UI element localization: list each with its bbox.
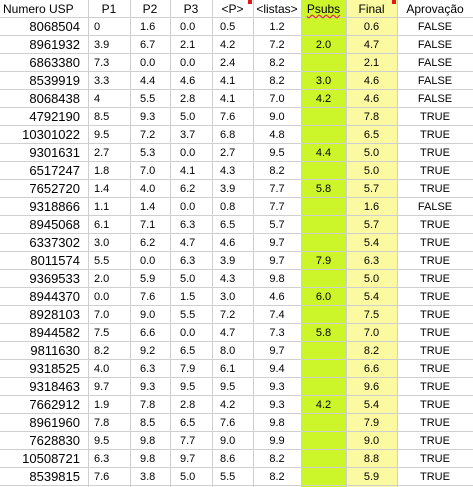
cell-p1[interactable]: 6.1 — [94, 219, 110, 231]
cell-psubs[interactable]: 6.0 — [315, 291, 332, 303]
cell-aprovacao[interactable]: TRUE — [420, 453, 450, 465]
cell-psubs[interactable] — [301, 108, 346, 126]
cell-p[interactable]: 2.7 — [220, 147, 236, 159]
cell-p2[interactable]: 7.1 — [140, 219, 156, 231]
cell-psubs[interactable]: 5.8 — [315, 183, 332, 195]
cell-p2[interactable]: 1.4 — [140, 201, 156, 213]
table-row — [0, 198, 473, 216]
cell-p2[interactable]: 9.2 — [140, 345, 156, 357]
cell-p2[interactable]: 9.8 — [140, 453, 156, 465]
table-row — [0, 288, 473, 306]
cell-psubs[interactable] — [301, 468, 346, 486]
cell-listas[interactable]: 9.5 — [269, 147, 285, 159]
cell-listas[interactable]: 9.3 — [269, 399, 285, 411]
cell-psubs[interactable]: 3.0 — [315, 75, 332, 87]
cell-p1[interactable]: 8.2 — [94, 345, 110, 357]
cell-listas[interactable]: 5.7 — [269, 219, 285, 231]
cell-p3[interactable]: 0.0 — [180, 57, 196, 69]
cell-p3[interactable]: 6.3 — [180, 255, 196, 267]
cell-p[interactable]: 4.1 — [220, 93, 236, 105]
cell-final[interactable]: 8.8 — [363, 453, 380, 465]
cell-final[interactable]: 2.1 — [363, 57, 380, 69]
cell-p2[interactable]: 7.2 — [140, 129, 156, 141]
cell-p3[interactable]: 6.3 — [180, 219, 196, 231]
cell-psubs[interactable] — [301, 270, 346, 288]
cell-aprovacao[interactable]: FALSE — [417, 201, 453, 213]
table-row — [0, 234, 473, 252]
cell-listas[interactable]: 7.2 — [269, 39, 285, 51]
table-row — [0, 324, 473, 342]
cell-listas[interactable]: 9.7 — [269, 345, 285, 357]
cell-psubs[interactable] — [301, 126, 346, 144]
cell-aprovacao[interactable]: TRUE — [420, 399, 450, 411]
cell-p3[interactable]: 9.7 — [180, 453, 196, 465]
cell-numero-usp[interactable]: 9318866 — [29, 199, 80, 214]
cell-aprovacao[interactable]: TRUE — [420, 417, 450, 429]
cell-p1[interactable]: 3.0 — [94, 237, 110, 249]
cell-listas[interactable]: 9.9 — [269, 435, 285, 447]
cell-final[interactable]: 5.4 — [363, 291, 380, 303]
cell-psubs[interactable] — [301, 306, 346, 324]
header-aprovacao[interactable]: Aprovação — [406, 2, 464, 16]
table-row — [0, 90, 473, 108]
cell-p1[interactable]: 0 — [94, 21, 101, 33]
header-numero-usp[interactable]: Numero USP — [3, 2, 74, 16]
cell-p[interactable]: 7.2 — [220, 309, 236, 321]
cell-final[interactable]: 4.6 — [363, 93, 380, 105]
cell-p3[interactable]: 5.0 — [180, 273, 196, 285]
cell-p[interactable]: 4.7 — [220, 327, 236, 339]
table-row — [0, 36, 473, 54]
cell-aprovacao[interactable]: TRUE — [420, 255, 450, 267]
cell-numero-usp[interactable]: 9318463 — [29, 379, 80, 394]
cell-listas[interactable]: 4.8 — [269, 129, 285, 141]
cell-listas[interactable]: 7.0 — [269, 93, 285, 105]
cell-p[interactable]: 7.6 — [220, 417, 236, 429]
cell-final[interactable]: 6.6 — [363, 363, 380, 375]
cell-p2[interactable]: 4.4 — [140, 75, 156, 87]
cell-p[interactable]: 9.5 — [220, 381, 236, 393]
cell-p2[interactable]: 7.6 — [140, 291, 156, 303]
cell-listas[interactable]: 9.4 — [269, 363, 285, 375]
cell-numero-usp[interactable]: 8944582 — [29, 325, 80, 340]
cell-numero-usp[interactable]: 7662912 — [29, 397, 80, 412]
cell-p1[interactable]: 7.0 — [94, 309, 110, 321]
cell-p2[interactable]: 9.8 — [140, 435, 156, 447]
cell-p3[interactable]: 5.5 — [180, 309, 196, 321]
cell-p3[interactable]: 1.5 — [180, 291, 196, 303]
cell-final[interactable]: 7.8 — [363, 111, 380, 123]
cell-p3[interactable]: 5.0 — [180, 471, 196, 483]
cell-p[interactable]: 4.3 — [220, 273, 236, 285]
cell-psubs[interactable] — [301, 450, 346, 468]
cell-psubs[interactable] — [301, 432, 346, 450]
cell-p1[interactable]: 9.7 — [94, 381, 110, 393]
cell-listas[interactable]: 9.8 — [269, 273, 285, 285]
cell-p2[interactable]: 4.0 — [140, 183, 156, 195]
header-p2[interactable]: P2 — [142, 2, 158, 16]
cell-final[interactable]: 4.6 — [363, 75, 380, 87]
cell-p3[interactable]: 0.0 — [180, 327, 196, 339]
cell-p3[interactable]: 4.1 — [180, 165, 196, 177]
cell-aprovacao[interactable]: TRUE — [420, 381, 450, 393]
cell-p[interactable]: 4.3 — [220, 165, 236, 177]
header-row — [0, 0, 473, 18]
cell-listas[interactable]: 7.3 — [269, 327, 285, 339]
cell-aprovacao[interactable]: TRUE — [420, 291, 450, 303]
cell-listas[interactable]: 8.2 — [269, 57, 285, 69]
cell-aprovacao[interactable]: TRUE — [420, 147, 450, 159]
cell-final[interactable]: 8.2 — [363, 345, 380, 357]
cell-p3[interactable]: 0.0 — [180, 201, 196, 213]
table-row — [0, 432, 473, 450]
cell-p2[interactable]: 7.0 — [140, 165, 156, 177]
table-row — [0, 18, 473, 36]
cell-p2[interactable]: 3.8 — [140, 471, 156, 483]
cell-p1[interactable]: 1.8 — [94, 165, 110, 177]
cell-final[interactable]: 7.5 — [363, 309, 380, 321]
cell-p[interactable]: 7.6 — [220, 111, 236, 123]
cell-p2[interactable]: 5.5 — [140, 93, 156, 105]
cell-p3[interactable]: 4.7 — [180, 237, 196, 249]
cell-aprovacao[interactable]: TRUE — [420, 363, 450, 375]
cell-aprovacao[interactable]: TRUE — [420, 237, 450, 249]
cell-p[interactable]: 4.2 — [220, 39, 236, 51]
cell-p2[interactable]: 6.3 — [140, 363, 156, 375]
cell-p[interactable]: 9.0 — [220, 435, 236, 447]
cell-listas[interactable]: 9.7 — [269, 255, 285, 267]
cell-final[interactable]: 5.0 — [363, 165, 380, 177]
table-row — [0, 216, 473, 234]
cell-p2[interactable]: 0.0 — [140, 255, 156, 267]
cell-numero-usp[interactable]: 8539815 — [29, 469, 80, 484]
cell-aprovacao[interactable]: TRUE — [420, 345, 450, 357]
cell-p2[interactable]: 5.9 — [140, 273, 156, 285]
cell-numero-usp[interactable]: 8068504 — [29, 19, 80, 34]
cell-p3[interactable]: 0.0 — [180, 21, 196, 33]
cell-numero-usp[interactable]: 8011574 — [30, 253, 80, 268]
cell-p1[interactable]: 7.8 — [94, 417, 110, 429]
cell-aprovacao[interactable]: TRUE — [420, 111, 450, 123]
cell-p1[interactable]: 7.6 — [94, 471, 110, 483]
table-row — [0, 162, 473, 180]
cell-p[interactable]: 0.5 — [220, 21, 236, 33]
cell-p2[interactable]: 6.6 — [140, 327, 156, 339]
cell-listas[interactable]: 8.2 — [269, 75, 285, 87]
cell-psubs[interactable]: 4.2 — [315, 399, 332, 411]
cell-p[interactable]: 5.5 — [220, 471, 236, 483]
cell-final[interactable]: 6.5 — [363, 129, 380, 141]
cell-aprovacao[interactable]: TRUE — [420, 471, 450, 483]
cell-psubs[interactable] — [301, 360, 346, 378]
cell-numero-usp[interactable]: 10508721 — [22, 451, 80, 466]
table-row — [0, 180, 473, 198]
cell-p3[interactable]: 2.8 — [180, 399, 196, 411]
cell-final[interactable]: 5.4 — [363, 237, 380, 249]
cell-numero-usp[interactable]: 6517247 — [29, 163, 80, 178]
cell-listas[interactable]: 7.7 — [269, 183, 285, 195]
cell-numero-usp[interactable]: 7628830 — [29, 433, 80, 448]
cell-p2[interactable]: 6.7 — [140, 39, 156, 51]
cell-psubs[interactable]: 5.8 — [315, 327, 332, 339]
cell-p1[interactable]: 0.0 — [94, 291, 110, 303]
header-p1[interactable]: P1 — [101, 2, 117, 16]
table-row — [0, 72, 473, 90]
table-row — [0, 270, 473, 288]
cell-listas[interactable]: 8.2 — [269, 453, 285, 465]
table-row — [0, 126, 473, 144]
cell-aprovacao[interactable]: TRUE — [420, 219, 450, 231]
cell-psubs[interactable]: 4.2 — [315, 93, 332, 105]
cell-final[interactable]: 7.0 — [363, 327, 380, 339]
cell-p1[interactable]: 2.0 — [94, 273, 110, 285]
cell-psubs[interactable] — [301, 198, 346, 216]
cell-p[interactable]: 3.9 — [220, 183, 236, 195]
cell-final[interactable]: 0.6 — [363, 21, 380, 33]
cell-p1[interactable]: 1.9 — [94, 399, 110, 411]
cell-numero-usp[interactable]: 10301022 — [22, 127, 80, 142]
cell-psubs[interactable] — [301, 216, 346, 234]
cell-p2[interactable]: 9.0 — [140, 309, 156, 321]
table-row — [0, 108, 473, 126]
cell-numero-usp[interactable]: 8961960 — [29, 415, 80, 430]
cell-aprovacao[interactable]: TRUE — [420, 129, 450, 141]
cell-numero-usp[interactable]: 9301631 — [29, 145, 80, 160]
table-row — [0, 468, 473, 486]
cell-psubs[interactable]: 2.0 — [315, 39, 332, 51]
header-p-average[interactable]: <P> — [221, 2, 244, 16]
cell-listas[interactable]: 1.2 — [269, 21, 285, 33]
cell-p3[interactable]: 9.5 — [180, 381, 196, 393]
cell-p3[interactable]: 0.0 — [180, 147, 196, 159]
cell-p1[interactable]: 3.3 — [94, 75, 110, 87]
cell-p1[interactable]: 6.3 — [94, 453, 110, 465]
cell-final[interactable]: 4.7 — [363, 39, 380, 51]
cell-p1[interactable]: 4 — [94, 93, 101, 105]
cell-p[interactable]: 4.2 — [220, 399, 236, 411]
cell-p[interactable]: 6.1 — [220, 363, 236, 375]
cell-p2[interactable]: 6.2 — [140, 237, 156, 249]
cell-final[interactable]: 5.4 — [363, 399, 380, 411]
cell-p3[interactable]: 5.0 — [180, 111, 196, 123]
cell-p[interactable]: 8.0 — [220, 345, 236, 357]
cell-final[interactable]: 1.6 — [363, 201, 380, 213]
cell-p2[interactable]: 9.3 — [140, 111, 156, 123]
cell-p2[interactable]: 5.3 — [140, 147, 156, 159]
cell-aprovacao[interactable]: FALSE — [417, 39, 453, 51]
cell-p1[interactable]: 5.5 — [94, 255, 110, 267]
cell-psubs[interactable] — [301, 18, 346, 36]
header-listas[interactable]: <listas> — [256, 2, 298, 16]
cell-p[interactable]: 3.9 — [220, 255, 236, 267]
cell-listas[interactable]: 8.2 — [269, 165, 285, 177]
cell-p1[interactable]: 1.4 — [94, 183, 110, 195]
cell-aprovacao[interactable]: FALSE — [417, 75, 453, 87]
cell-listas[interactable]: 9.0 — [269, 111, 285, 123]
cell-p3[interactable]: 6.5 — [180, 417, 196, 429]
cell-p1[interactable]: 9.5 — [94, 435, 110, 447]
cell-psubs[interactable] — [301, 54, 346, 72]
cell-psubs[interactable] — [301, 378, 346, 396]
table-row — [0, 342, 473, 360]
cell-p1[interactable]: 2.7 — [94, 147, 110, 159]
cell-numero-usp[interactable]: 8944370 — [29, 289, 80, 304]
cell-p[interactable]: 2.4 — [220, 57, 236, 69]
cell-numero-usp[interactable]: 4792190 — [29, 109, 80, 124]
cell-p1[interactable]: 7.5 — [94, 327, 110, 339]
cell-numero-usp[interactable]: 6337302 — [29, 235, 80, 250]
cell-numero-usp[interactable]: 9811630 — [30, 343, 80, 358]
cell-listas[interactable]: 4.6 — [269, 291, 285, 303]
table-row — [0, 414, 473, 432]
cell-final[interactable]: 6.3 — [363, 255, 380, 267]
cell-numero-usp[interactable]: 9369533 — [29, 271, 80, 286]
comment-indicator-icon[interactable] — [392, 0, 396, 4]
cell-aprovacao[interactable]: FALSE — [417, 93, 453, 105]
cell-p3[interactable]: 7.7 — [180, 435, 196, 447]
cell-final[interactable]: 9.6 — [363, 381, 380, 393]
cell-aprovacao[interactable]: FALSE — [417, 21, 453, 33]
cell-numero-usp[interactable]: 8068438 — [29, 91, 80, 106]
cell-p1[interactable]: 7.3 — [94, 57, 110, 69]
cell-numero-usp[interactable]: 8928103 — [29, 307, 80, 322]
table-row — [0, 396, 473, 414]
cell-listas[interactable]: 8.2 — [269, 471, 285, 483]
cell-p3[interactable]: 3.7 — [180, 129, 196, 141]
cell-aprovacao[interactable]: TRUE — [420, 435, 450, 447]
cell-final[interactable]: 5.7 — [363, 183, 380, 195]
table-row — [0, 144, 473, 162]
cell-p[interactable]: 0.8 — [220, 201, 236, 213]
header-final[interactable]: Final — [358, 2, 385, 16]
table-row — [0, 378, 473, 396]
cell-listas[interactable]: 7.4 — [269, 309, 285, 321]
cell-final[interactable]: 5.7 — [363, 219, 380, 231]
cell-p3[interactable]: 2.1 — [180, 39, 196, 51]
cell-numero-usp[interactable]: 9318525 — [29, 361, 80, 376]
cell-p[interactable]: 3.0 — [220, 291, 236, 303]
cell-aprovacao[interactable]: TRUE — [420, 327, 450, 339]
cell-psubs[interactable] — [301, 414, 346, 432]
cell-p1[interactable]: 8.5 — [94, 111, 110, 123]
cell-final[interactable]: 5.0 — [363, 147, 380, 159]
cell-listas[interactable]: 7.7 — [269, 201, 285, 213]
cell-p3[interactable]: 4.6 — [180, 75, 196, 87]
cell-p2[interactable]: 1.6 — [140, 21, 156, 33]
cell-p1[interactable]: 4.0 — [94, 363, 110, 375]
cell-numero-usp[interactable]: 8961932 — [29, 37, 80, 52]
cell-listas[interactable]: 9.8 — [269, 417, 285, 429]
cell-numero-usp[interactable]: 6863380 — [29, 55, 80, 70]
cell-p3[interactable]: 6.2 — [180, 183, 196, 195]
cell-p1[interactable]: 1.1 — [94, 201, 110, 213]
cell-p3[interactable]: 7.9 — [180, 363, 196, 375]
table-row — [0, 360, 473, 378]
cell-numero-usp[interactable]: 7652720 — [29, 181, 80, 196]
cell-p[interactable]: 4.6 — [220, 237, 236, 249]
cell-aprovacao[interactable]: TRUE — [420, 309, 450, 321]
cell-p2[interactable]: 7.8 — [140, 399, 156, 411]
cell-final[interactable]: 5.0 — [363, 273, 380, 285]
cell-psubs[interactable] — [301, 162, 346, 180]
cell-p2[interactable]: 0.0 — [140, 57, 156, 69]
cell-p3[interactable]: 2.8 — [180, 93, 196, 105]
cell-p[interactable]: 8.6 — [220, 453, 236, 465]
cell-psubs[interactable] — [301, 234, 346, 252]
cell-p1[interactable]: 9.5 — [94, 129, 110, 141]
cell-final[interactable]: 7.9 — [363, 417, 380, 429]
cell-listas[interactable]: 9.7 — [269, 237, 285, 249]
table-row — [0, 450, 473, 468]
cell-aprovacao[interactable]: TRUE — [420, 273, 450, 285]
comment-indicator-icon[interactable] — [248, 0, 252, 4]
cell-listas[interactable]: 9.3 — [269, 381, 285, 393]
cell-p2[interactable]: 8.5 — [140, 417, 156, 429]
header-psubs[interactable]: Psubs — [306, 2, 341, 16]
cell-p3[interactable]: 6.5 — [180, 345, 196, 357]
cell-final[interactable]: 9.0 — [363, 435, 380, 447]
cell-aprovacao[interactable]: FALSE — [417, 57, 453, 69]
cell-aprovacao[interactable]: TRUE — [420, 165, 450, 177]
table-row — [0, 252, 473, 270]
table-row — [0, 306, 473, 324]
cell-p[interactable]: 6.8 — [220, 129, 236, 141]
cell-psubs[interactable]: 7.9 — [315, 255, 332, 267]
cell-final[interactable]: 5.9 — [363, 471, 380, 483]
table-row — [0, 54, 473, 72]
cell-p[interactable]: 4.1 — [220, 75, 236, 87]
cell-p[interactable]: 6.5 — [220, 219, 236, 231]
cell-numero-usp[interactable]: 8945068 — [29, 217, 80, 232]
cell-p1[interactable]: 3.9 — [94, 39, 110, 51]
cell-p2[interactable]: 9.3 — [140, 381, 156, 393]
cell-psubs[interactable]: 4.4 — [315, 147, 332, 159]
cell-psubs[interactable] — [301, 342, 346, 360]
cell-aprovacao[interactable]: TRUE — [420, 183, 450, 195]
cell-numero-usp[interactable]: 8539919 — [29, 73, 80, 88]
header-p3[interactable]: P3 — [183, 2, 199, 16]
